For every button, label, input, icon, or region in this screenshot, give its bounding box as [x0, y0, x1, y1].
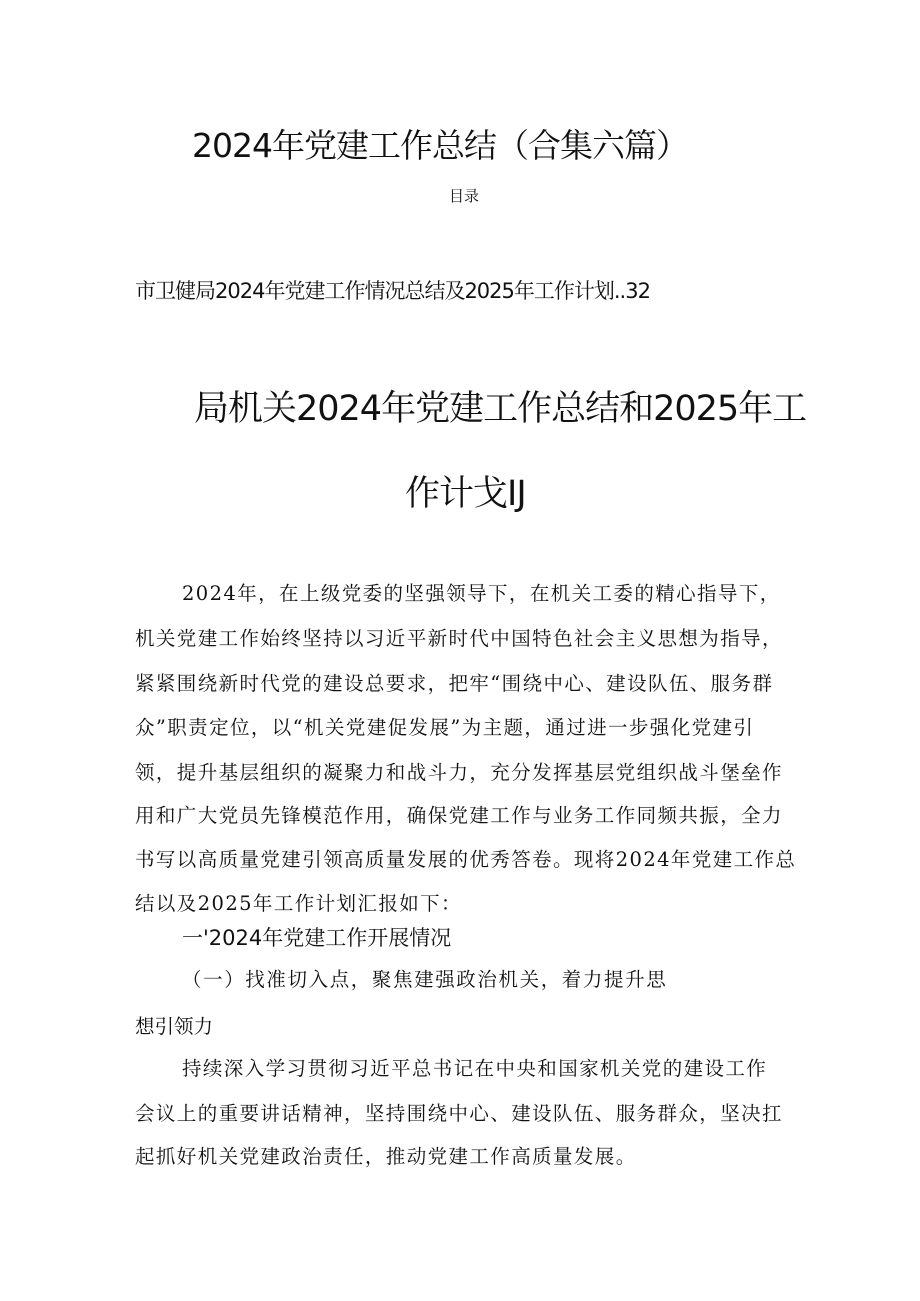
paragraph-line: 会议上的重要讲话精神，坚持围绕中心、建设队伍、服务群众，坚决扛 [135, 1102, 783, 1125]
intro-line: 2024年，在上级党委的坚强领导下，在机关工委的精心指导下， [182, 582, 781, 605]
subsection-heading: （一）找准切入点，聚焦建强政治机关，着力提升思 [182, 968, 668, 991]
intro-line: 书写以高质量党建引领高质量发展的优秀答卷。现将2024年党建工作总 [135, 848, 797, 871]
toc-entry[interactable]: 市卫健局2024年党建工作情况总结及2025年工作计划..32 [135, 279, 650, 303]
toc-label: 目录 [448, 187, 479, 205]
subsection-heading-cont: 想引领力 [135, 1015, 214, 1038]
section-title-line-1: 局机关2024年党建工作总结和2025年工 [194, 389, 807, 429]
intro-line: 众”职责定位，以“机关党建促发展”为主题，通过进一步强化党建引 [135, 716, 755, 739]
intro-line: 用和广大党员先锋模范作用，确保党建工作与业务工作同频共振，全力 [135, 804, 783, 827]
document-title: 2024年党建工作总结（合集六篇） [192, 126, 688, 165]
intro-line: 结以及2025年工作计划汇报如下： [135, 892, 462, 915]
section-heading-1: 一'2024年党建工作开展情况 [182, 926, 452, 950]
paragraph-line: 持续深入学习贯彻习近平总书记在中央和国家机关党的建设工作 [182, 1057, 768, 1080]
intro-line: 机关党建工作始终坚持以习近平新时代中国特色社会主义思想为指导， [135, 627, 783, 650]
paragraph-line: 起抓好机关党建政治责任，推动党建工作高质量发展。 [135, 1145, 637, 1168]
intro-line: 领，提升基层组织的凝聚力和战斗力，充分发挥基层党组织战斗堡垒作 [135, 761, 783, 784]
section-title-line-2: 作计戈IJ [405, 474, 526, 514]
intro-line: 紧紧围绕新时代党的建设总要求，把牢“围绕中心、建设队伍、服务群 [135, 672, 774, 695]
